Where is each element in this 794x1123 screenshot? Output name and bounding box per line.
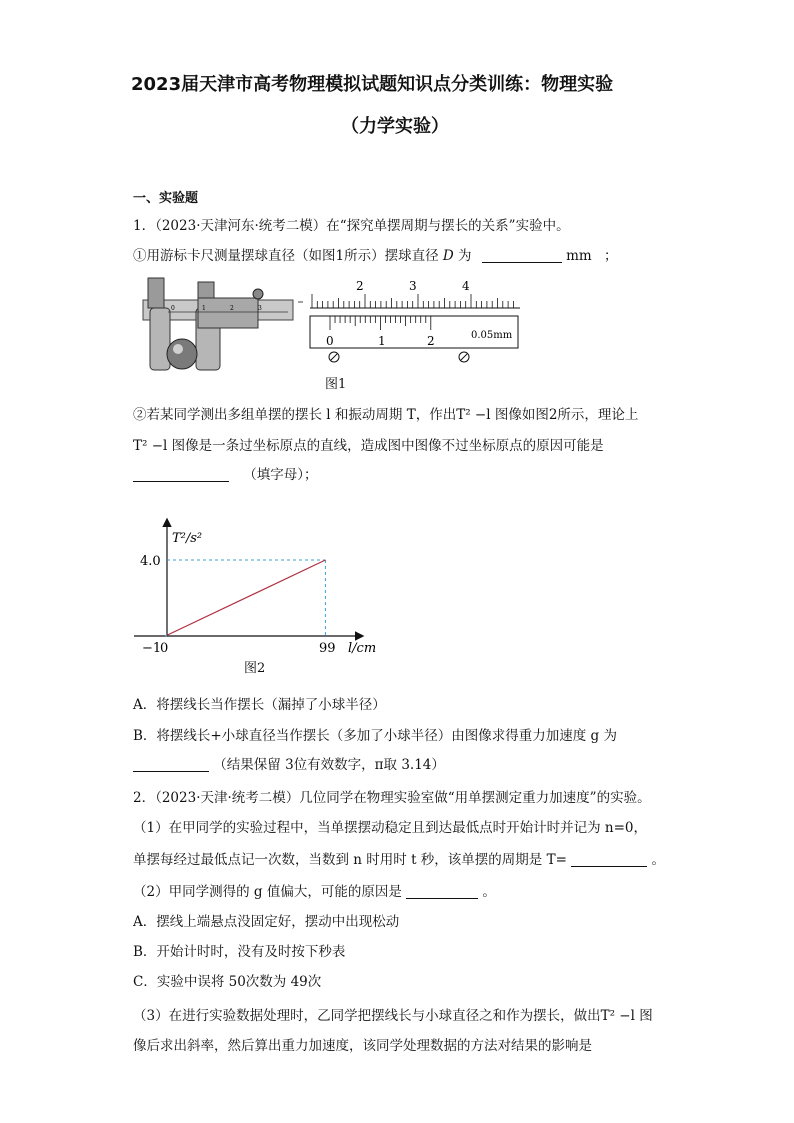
q2-part2 — [133, 880, 496, 900]
main-scale-label-4: 4 — [462, 279, 470, 293]
page-title: 2023届天津市高考物理模拟试题知识点分类训练：物理实验 — [131, 74, 614, 95]
q1-option-a: A．将摆线长当作摆长（漏掉了小球半径） — [133, 697, 386, 713]
q2-stem: 2．（2023·天津·统考二模）几位同学在物理实验室做“用单摆测定重力加速度”的实验。 — [133, 790, 651, 806]
q2-part3-line1: （3）在进行实验数据处理时，乙同学把摆线长与小球直径之和作为摆长，做出T² −l 图 — [133, 1008, 653, 1024]
figure1-caption: 图1 — [325, 377, 347, 392]
vernier-label-2: 2 — [427, 334, 435, 348]
q2-period-blank[interactable] — [571, 852, 647, 867]
q2-reason-blank[interactable] — [406, 884, 478, 899]
caliper-label-3: 3 — [258, 305, 262, 312]
q1-diameter-var: D — [442, 248, 454, 264]
x-tick-99: 99 — [319, 641, 336, 656]
q1-part2-line1: ②若某同学测出多组单摆的摆长 l 和振动周期 T，作出T² −l 图像如图2所示，理论上 — [133, 407, 639, 423]
q1-part1-text: ①用游标卡尺测量摆球直径（如图1所示）摆球直径 — [133, 248, 439, 264]
q1-stem: 1．（2023·天津河东·统考二模）在“探究单摆周期与摆长的关系”实验中。 — [133, 218, 570, 234]
x-tick-neg1: −1 — [142, 641, 162, 656]
figure2-caption: 图2 — [244, 661, 266, 676]
q1-diameter-blank[interactable] — [482, 248, 562, 263]
q1-option-b-note: （结果保留 3位有效数字，π取 3.14） — [213, 757, 445, 773]
q2-option-b: B．开始计时时，没有及时按下秒表 — [133, 944, 346, 960]
screw-icon — [459, 352, 469, 362]
series-line — [167, 560, 325, 635]
caliper-illustration — [138, 272, 303, 384]
caliper-label-0: 0 — [171, 305, 175, 312]
screw-icon — [329, 352, 339, 362]
x-tick-0: 0 — [160, 641, 169, 656]
q2-part2-text: （2）甲同学测得的 g 值偏大，可能的原因是 — [133, 884, 402, 900]
vernier-label-0: 0 — [326, 334, 334, 348]
vernier-scale-figure — [306, 274, 522, 370]
q2-part3-line2: 像后求出斜率，然后算出重力加速度，该同学处理数据的方法对结果的影响是 — [133, 1038, 592, 1054]
q1-option-b: B．将摆线长+小球直径当作摆长（多加了小球半径）由图像求得重力加速度 g 为 — [133, 728, 617, 744]
y-axis-label: T²/s² — [172, 531, 203, 546]
q1-g-blank[interactable] — [133, 757, 209, 772]
q1-semicolon: ； — [604, 248, 618, 264]
q2-part1-text: 单摆每经过最低点记一次数，当数到 n 时用时 t 秒，该单摆的周期是 T= — [133, 852, 567, 868]
q2-part1-line1: （1）在甲同学的实验过程中，当单摆摆动稳定且到达最低点时开始计时并记为 n=0， — [133, 820, 647, 836]
q1-unit: mm — [566, 248, 592, 264]
q1-option-b-line2 — [133, 753, 445, 773]
section-heading: 一、实验题 — [133, 191, 199, 206]
q2-part2-end: 。 — [482, 884, 496, 900]
main-scale-label-2: 2 — [356, 279, 364, 293]
vernier-scale-ticks — [330, 316, 431, 330]
x-axis-label: l/cm — [348, 641, 377, 656]
figure2-chart — [130, 516, 380, 676]
series-extension — [165, 635, 167, 636]
q2-part1-line2 — [133, 848, 665, 868]
q1-part1 — [133, 244, 618, 264]
q1-hint: （填字母）； — [243, 467, 318, 483]
y-tick-4: 4.0 — [140, 554, 161, 569]
page-subtitle: （力学实验） — [341, 116, 449, 137]
q1-reason-blank[interactable] — [133, 467, 229, 482]
vernier-precision: 0.05mm — [471, 330, 513, 341]
q2-option-c: C．实验中误将 50次数为 49次 — [133, 974, 322, 990]
q1-part2-line2: T² −l 图像是一条过坐标原点的直线，造成图中图像不过坐标原点的原因可能是 — [133, 438, 604, 454]
main-scale-ticks — [312, 294, 513, 308]
vernier-label-1: 1 — [378, 334, 386, 348]
caliper-label-1: 1 — [202, 305, 206, 312]
q1-part1-wei: 为 — [458, 248, 472, 264]
caliper-label-2: 2 — [230, 305, 234, 312]
q1-part2-line3 — [133, 463, 318, 483]
q2-option-a: A．摆线上端悬点没固定好，摆动中出现松动 — [133, 914, 400, 930]
q2-part1-end: 。 — [651, 852, 665, 868]
main-scale-label-3: 3 — [409, 279, 417, 293]
